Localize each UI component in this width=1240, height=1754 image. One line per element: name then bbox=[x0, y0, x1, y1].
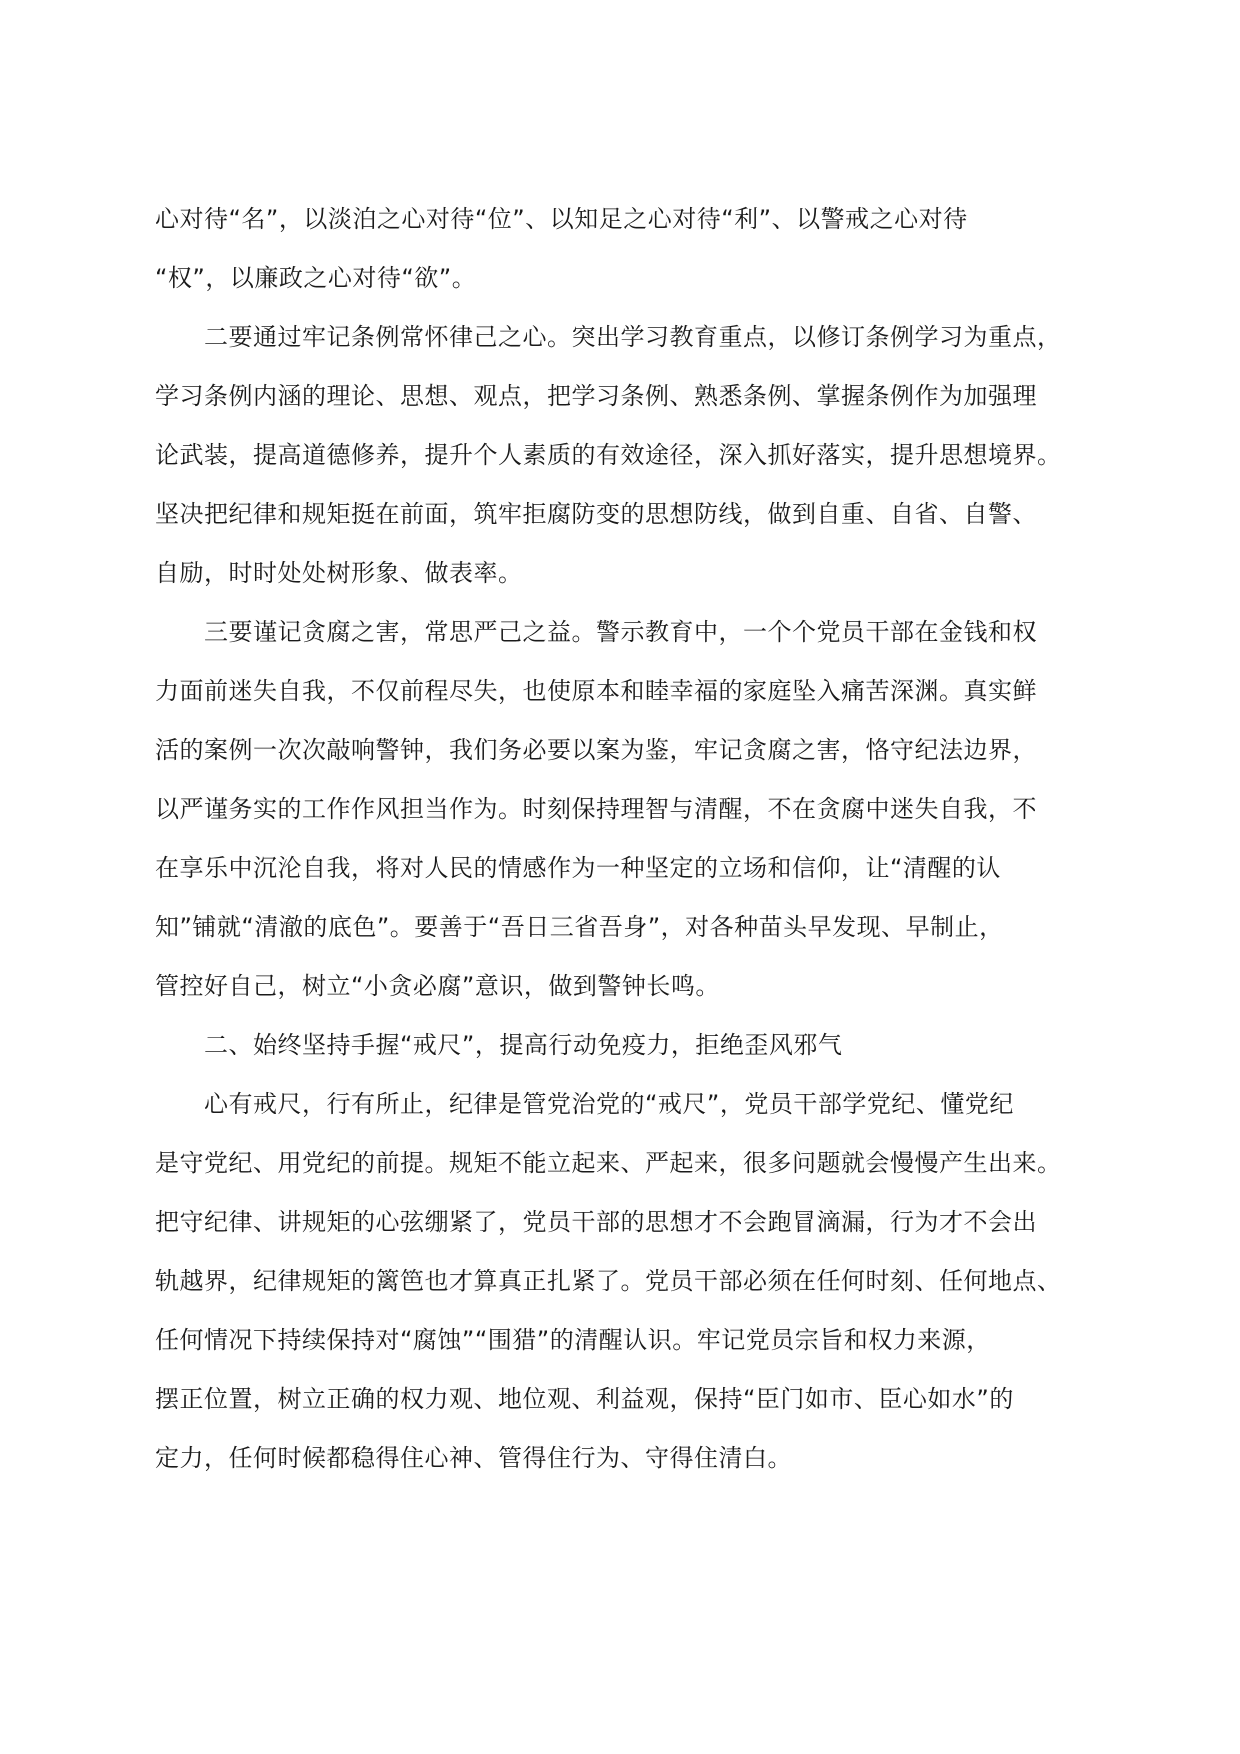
text-line: 心有戒尺，行有所止，纪律是管党治党的“戒尺”，党员干部学党纪、懂党纪 bbox=[204, 1090, 1014, 1118]
text-line: 管控好自己，树立“小贪必腐”意识，做到警钟长鸣。 bbox=[155, 972, 720, 1000]
text-line: 自励，时时处处树形象、做表率。 bbox=[155, 559, 523, 587]
text-line: 摆正位置，树立正确的权力观、地位观、利益观，保持“臣门如市、臣心如水”的 bbox=[155, 1385, 1014, 1413]
text-line: 以严谨务实的工作作风担当作为。时刻保持理智与清醒，不在贪腐中迷失自我，不 bbox=[155, 795, 1037, 823]
text-line: 论武装，提高道德修养，提升个人素质的有效途径，深入抓好落实，提升思想境界。 bbox=[155, 441, 1062, 469]
text-line: 学习条例内涵的理论、思想、观点，把学习条例、熟悉条例、掌握条例作为加强理 bbox=[155, 382, 1037, 410]
text-line: 二要通过牢记条例常怀律己之心。突出学习教育重点，以修订条例学习为重点， bbox=[204, 323, 1062, 351]
text-line: 力面前迷失自我，不仅前程尽失，也使原本和睦幸福的家庭坠入痛苦深渊。真实鲜 bbox=[155, 677, 1037, 705]
text-line: 把守纪律、讲规矩的心弦绷紧了，党员干部的思想才不会跑冒滴漏，行为才不会出 bbox=[155, 1208, 1037, 1236]
text-line: 活的案例一次次敲响警钟，我们务必要以案为鉴，牢记贪腐之害，恪守纪法边界， bbox=[155, 736, 1037, 764]
text-line: 在享乐中沉沦自我，将对人民的情感作为一种坚定的立场和信仰，让“清醒的认 bbox=[155, 854, 1001, 882]
text-line: 轨越界，纪律规矩的篱笆也才算真正扎紧了。党员干部必须在任何时刻、任何地点、 bbox=[155, 1267, 1062, 1295]
text-line: 知”铺就“清澈的底色”。要善于“吾日三省吾身”，对各种苗头早发现、早制止， bbox=[155, 913, 1004, 941]
text-line: “权”，以廉政之心对待“欲”。 bbox=[155, 264, 477, 292]
text-line: 坚决把纪律和规矩挺在前面，筑牢拒腐防变的思想防线，做到自重、自省、自警、 bbox=[155, 500, 1037, 528]
text-line: 三要谨记贪腐之害，常思严己之益。警示教育中，一个个党员干部在金钱和权 bbox=[204, 618, 1037, 646]
text-line: 是守党纪、用党纪的前提。规矩不能立起来、严起来，很多问题就会慢慢产生出来。 bbox=[155, 1149, 1062, 1177]
document-body bbox=[155, 190, 1070, 1488]
text-line: 二、始终坚持手握“戒尺”，提高行动免疫力，拒绝歪风邪气 bbox=[204, 1031, 843, 1059]
text-line: 心对待“名”，以淡泊之心对待“位”、以知足之心对待“利”、以警戒之心对待 bbox=[155, 205, 968, 233]
text-line: 任何情况下持续保持对“腐蚀”“围猎”的清醒认识。牢记党员宗旨和权力来源， bbox=[155, 1326, 991, 1354]
text-line: 定力，任何时候都稳得住心神、管得住行为、守得住清白。 bbox=[155, 1444, 792, 1472]
